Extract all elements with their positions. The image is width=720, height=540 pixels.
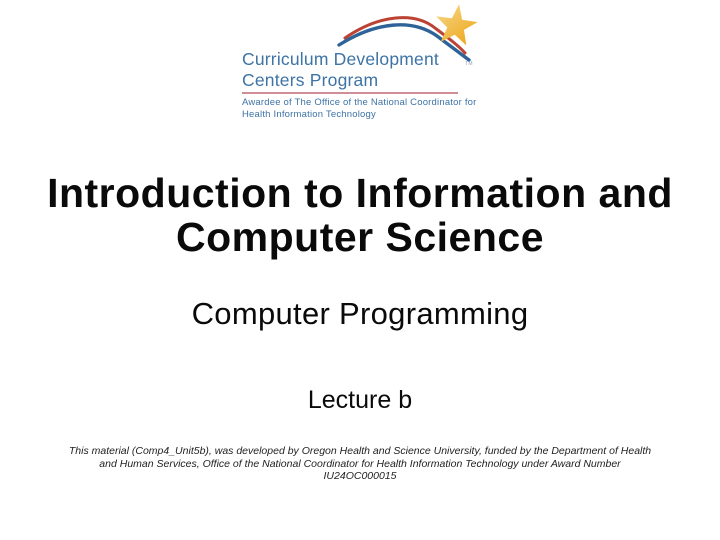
trademark-label: TM <box>465 61 473 67</box>
slide-title-line2: Computer Science <box>176 214 544 260</box>
attribution-line2: and Human Services, Office of the National Coordinator for Health Information Technology under Award Number <box>99 457 621 470</box>
logo-wordmark-line2: Centers Program <box>242 70 379 90</box>
logo-wordmark-line1: Curriculum Development <box>242 49 439 69</box>
lecture-label: Lecture b <box>307 386 413 414</box>
attribution-line1: This material (Comp4_Unit5b), was developed by Oregon Health and Science University, funded by the Department of Health <box>68 445 652 457</box>
slide-title <box>0 171 720 259</box>
logo-tagline <box>242 97 477 120</box>
cdc-program-logo <box>240 5 482 125</box>
logo-divider <box>242 92 458 94</box>
logo-tagline-line2: Health Information Technology <box>242 108 376 120</box>
attribution-text <box>60 445 660 483</box>
slide-subtitle: Computer Programming <box>191 296 529 331</box>
logo-tagline-line1: Awardee of The Office of the National Coordinator for <box>242 97 477 108</box>
slide-title-line1: Introduction to Information and <box>47 170 673 216</box>
attribution-line3: IU24OC000015 <box>323 470 397 482</box>
logo-wordmark <box>242 49 439 91</box>
